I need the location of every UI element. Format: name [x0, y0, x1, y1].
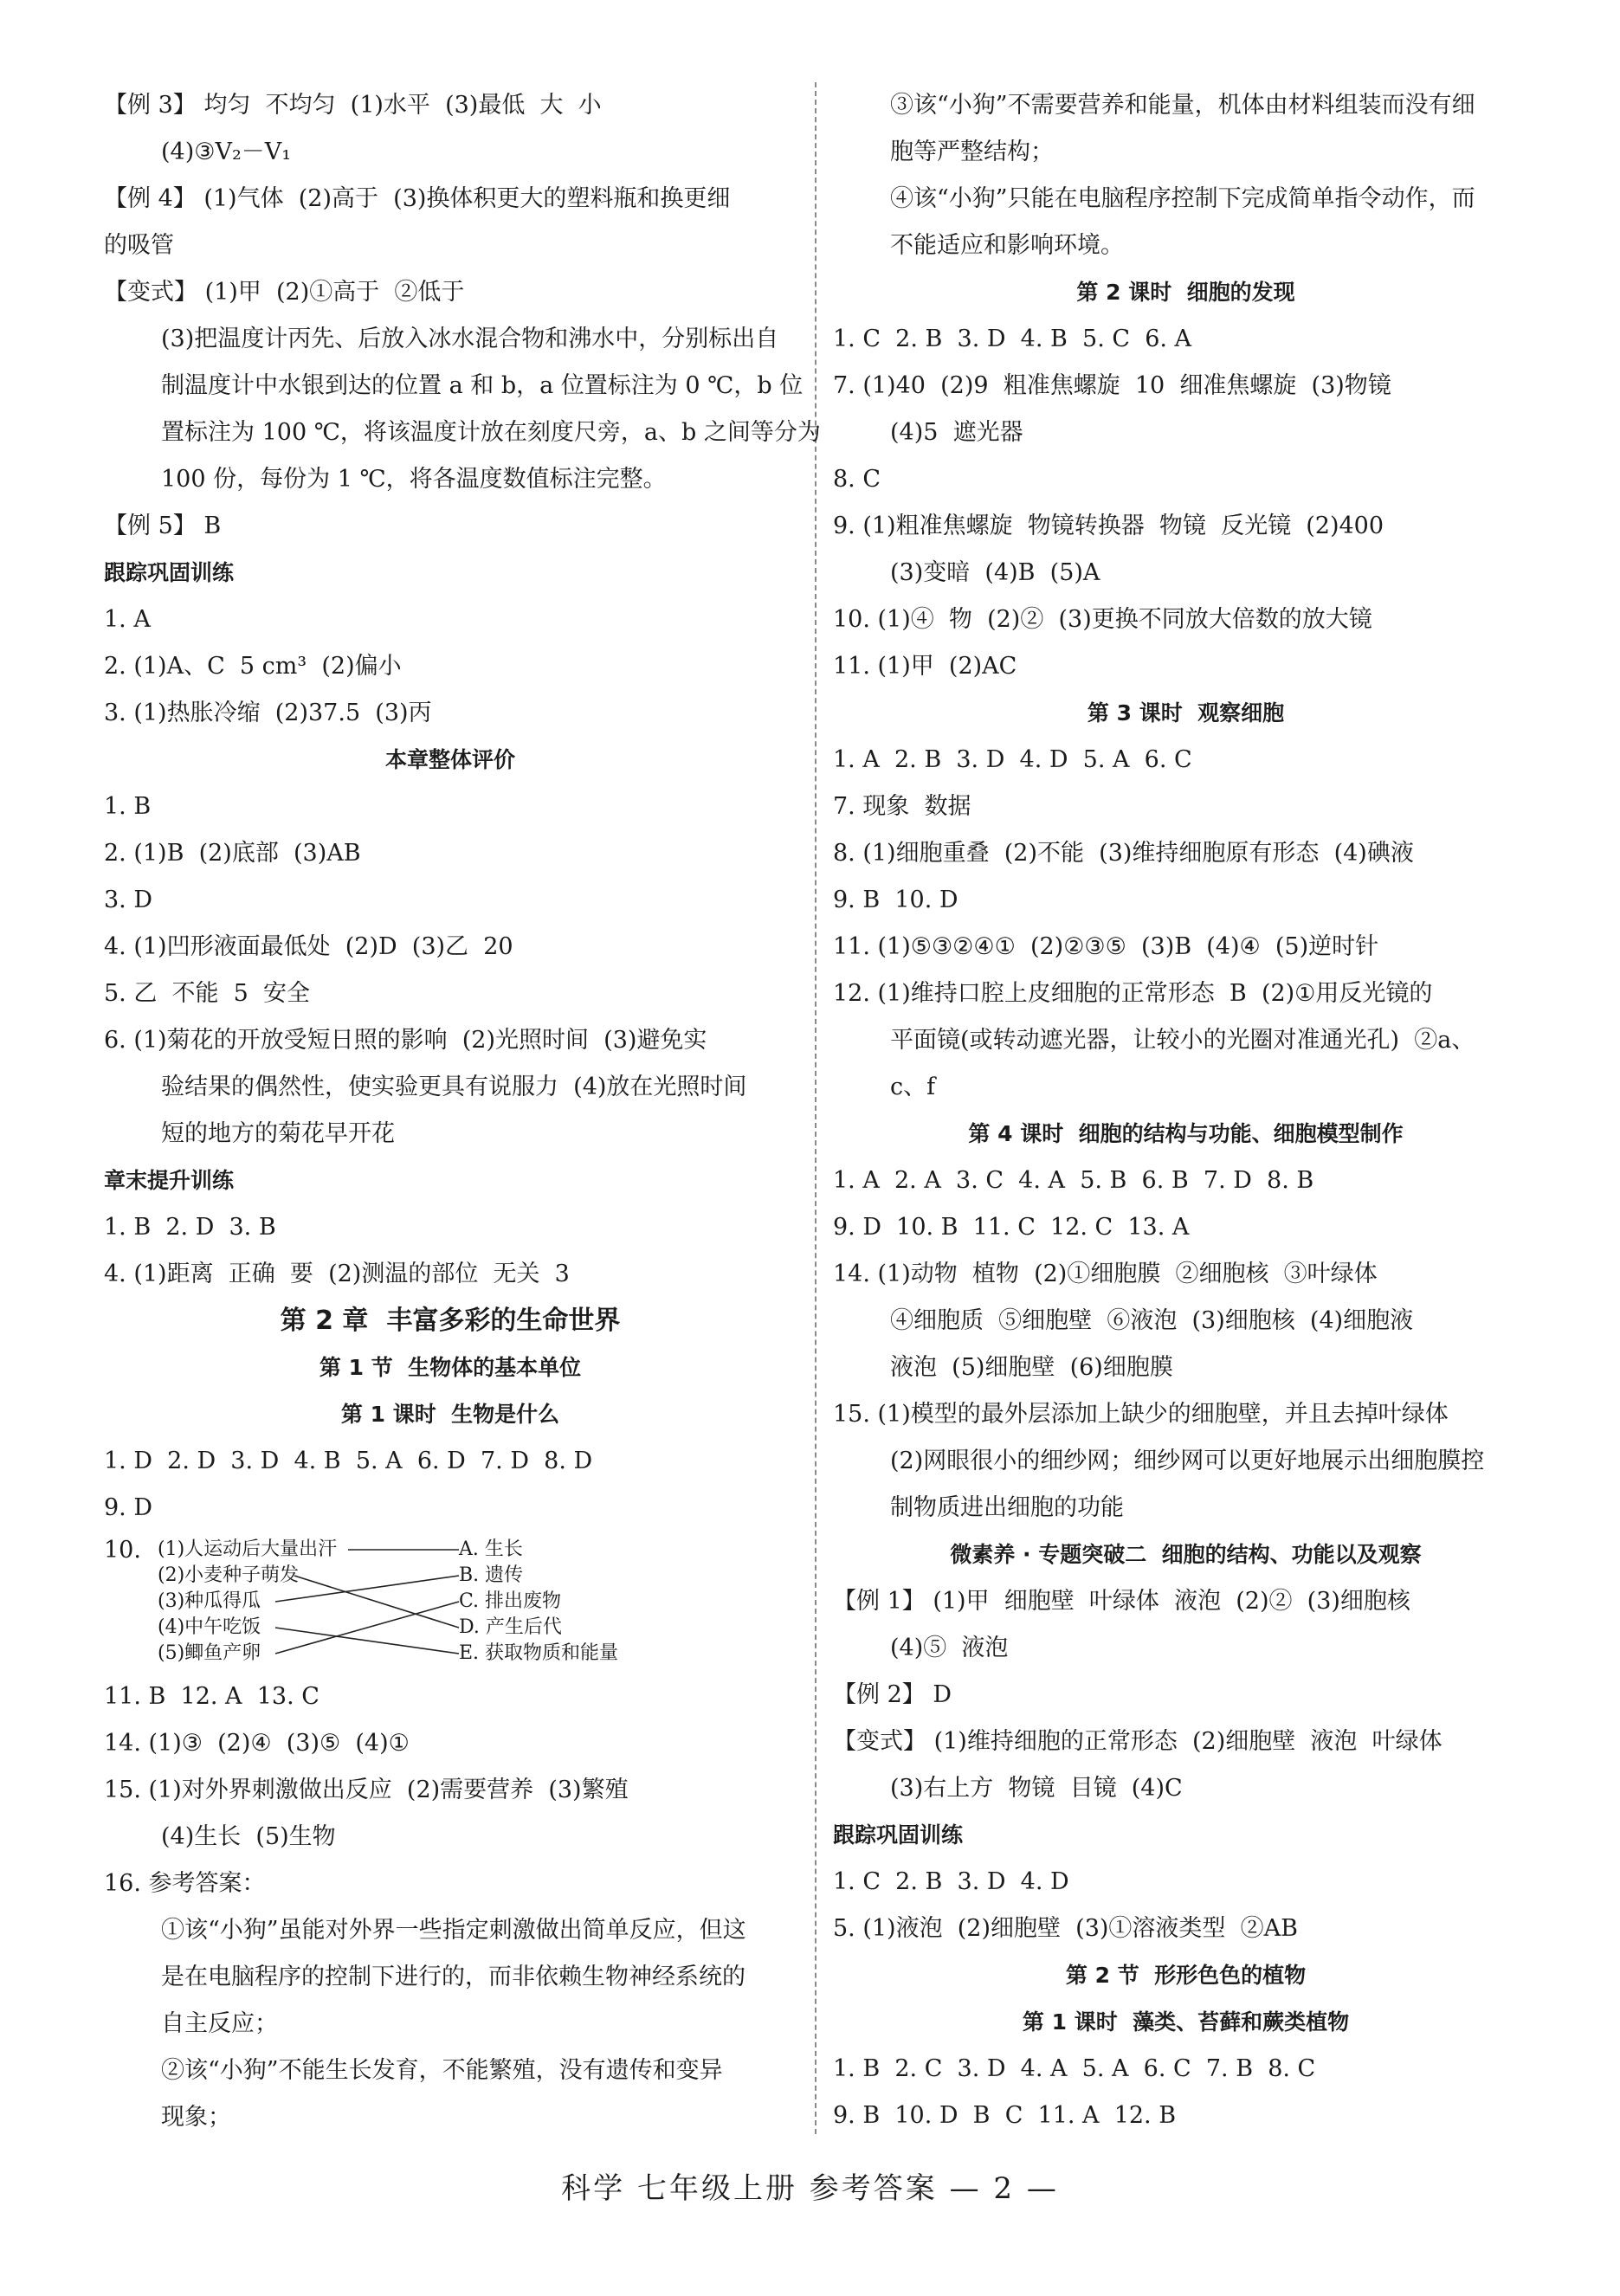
answer-line: 1. B 2. D 3. B — [104, 1214, 276, 1241]
answer-line: 9. B 10. D — [833, 887, 958, 913]
answer-line: 9. D 10. B 11. C 12. C 13. A — [833, 1214, 1190, 1241]
answer-line: 短的地方的菊花早开花 — [161, 1120, 395, 1147]
answer-line: 胞等严整结构； — [890, 139, 1054, 165]
match-line-2 — [294, 1576, 459, 1628]
answer-line: 9. D — [104, 1494, 152, 1521]
section-heading: 第 1 节 生物体的基本单位 — [319, 1355, 582, 1380]
answer-line: 100 份，每份为 1 ℃，将各温度数值标注完整。 — [161, 466, 667, 493]
answer-line: 12. (1)维持口腔上皮细胞的正常形态 B (2)①用反光镜的 — [833, 980, 1433, 1007]
answer-line: 3. (1)热胀冷缩 (2)37.5 (3)丙 — [104, 700, 432, 726]
answer-line: 平面镜(或转动遮光器，让较小的光圈对准通光孔) ②a、 — [890, 1027, 1475, 1054]
answer-line: (3)变暗 (4)B (5)A — [890, 559, 1100, 586]
answer-line: ④细胞质 ⑤细胞壁 ⑥液泡 (3)细胞核 (4)细胞液 — [890, 1307, 1414, 1334]
answer-line: 8. (1)细胞重叠 (2)不能 (3)维持细胞原有形态 (4)碘液 — [833, 840, 1414, 867]
section-heading: 第 1 课时 藻类、苔藓和蕨类植物 — [1022, 2009, 1350, 2035]
answer-line: 现象； — [161, 2104, 231, 2131]
answer-line: 11. (1)⑤③②④① (2)②③⑤ (3)B (4)④ (5)逆时针 — [833, 933, 1379, 960]
matching-left-item: (1)人运动后大量出汗 — [158, 1538, 338, 1560]
answer-line: 【例 1】 (1)甲 细胞壁 叶绿体 液泡 (2)② (3)细胞核 — [833, 1588, 1410, 1615]
answer-line: 【例 2】 D — [833, 1681, 952, 1708]
answer-line: 15. (1)对外界刺激做出反应 (2)需要营养 (3)繁殖 — [104, 1777, 629, 1803]
answer-line: 5. (1)液泡 (2)细胞壁 (3)①溶液类型 ②AB — [833, 1915, 1298, 1942]
answer-line: 11. B 12. A 13. C — [104, 1683, 319, 1710]
answer-line: 制温度计中水银到达的位置 a 和 b，a 位置标注为 0 ℃，b 位 — [161, 372, 804, 399]
matching-left-item: (4)中午吃饭 — [158, 1616, 261, 1638]
left-column — [104, 82, 821, 2141]
answer-line: 9. (1)粗准焦螺旋 物镜转换器 物镜 反光镜 (2)400 — [833, 513, 1384, 539]
match-line-3 — [275, 1576, 459, 1602]
answer-line: 2. (1)A、C 5 cm³ (2)偏小 — [104, 653, 402, 680]
answer-line: 是在电脑程序的控制下进行的，而非依赖生物神经系统的 — [161, 1964, 745, 1990]
answer-line: 4. (1)凹形液面最低处 (2)D (3)乙 20 — [104, 933, 513, 960]
match-line-5 — [275, 1602, 459, 1654]
answer-line: (4)③V₂－V₁ — [161, 139, 292, 165]
answer-line: 14. (1)③ (2)④ (3)⑤ (4)① — [104, 1730, 410, 1757]
match-line-4 — [275, 1628, 459, 1654]
subsection-heading: 章末提升训练 — [104, 1168, 235, 1193]
matching-left-item: (3)种瓜得瓜 — [158, 1590, 261, 1612]
matching-right-item: D. 产生后代 — [459, 1616, 562, 1638]
answer-line: 4. (1)距离 正确 要 (2)测温的部位 无关 3 — [104, 1261, 570, 1287]
answer-line: 【变式】 (1)甲 (2)①高于 ②低于 — [104, 279, 465, 306]
answer-line: 3. D — [104, 887, 152, 913]
matching-right-item: C. 排出废物 — [459, 1590, 562, 1612]
answer-line: 1. A — [104, 606, 151, 633]
section-heading: 第 4 课时 细胞的结构与功能、细胞模型制作 — [968, 1121, 1404, 1146]
right-column — [833, 82, 1539, 2139]
answer-line: 的吸管 — [104, 232, 174, 259]
answer-line: 自主反应； — [161, 2010, 278, 2037]
answer-line: 【例 5】 B — [104, 513, 222, 539]
matching-right-item: E. 获取物质和能量 — [459, 1642, 619, 1664]
answer-line: 【例 4】 (1)气体 (2)高于 (3)换体积更大的塑料瓶和换更细 — [104, 185, 731, 212]
section-heading: 第 2 章 丰富多彩的生命世界 — [280, 1306, 621, 1336]
answer-line: 7. (1)40 (2)9 粗准焦螺旋 10 细准焦螺旋 (3)物镜 — [833, 372, 1391, 399]
answer-line: 1. A 2. A 3. C 4. A 5. B 6. B 7. D 8. B — [833, 1167, 1314, 1194]
answer-line: 置标注为 100 ℃，将该温度计放在刻度尺旁，a、b 之间等分为 — [161, 419, 821, 446]
answer-line: 制物质进出细胞的功能 — [890, 1494, 1124, 1521]
answer-line: (4)⑤ 液泡 — [890, 1635, 1009, 1661]
matching-left-item: (5)鲫鱼产卵 — [158, 1642, 261, 1664]
answer-line: (3)右上方 物镜 目镜 (4)C — [890, 1775, 1183, 1802]
answer-line: (4)5 遮光器 — [890, 419, 1023, 446]
matching-right-item: A. 生长 — [459, 1538, 523, 1560]
answer-line: 1. D 2. D 3. D 4. B 5. A 6. D 7. D 8. D — [104, 1448, 593, 1474]
answer-line: 7. 现象 数据 — [833, 793, 971, 820]
section-heading: 本章整体评价 — [384, 747, 515, 772]
answer-line: 16. 参考答案： — [104, 1870, 266, 1897]
page-footer: 科学 七年级上册 参考答案 — 2 — — [561, 2171, 1059, 2206]
column-divider — [815, 82, 816, 2134]
answer-line: 10. (1)④ 物 (2)② (3)更换不同放大倍数的放大镜 — [833, 606, 1372, 633]
answer-line: 14. (1)动物 植物 (2)①细胞膜 ②细胞核 ③叶绿体 — [833, 1261, 1378, 1287]
subsection-heading: 跟踪巩固训练 — [833, 1822, 964, 1848]
answer-line: ③该“小狗”不需要营养和能量，机体由材料组装而没有细 — [890, 92, 1475, 119]
section-heading: 第 2 节 形形色色的植物 — [1065, 1963, 1307, 1988]
matching-question-10 — [104, 1537, 797, 1667]
answer-line: 11. (1)甲 (2)AC — [833, 653, 1017, 680]
answer-line: c、f — [890, 1074, 936, 1100]
section-heading: 第 1 课时 生物是什么 — [340, 1402, 560, 1427]
answer-line: (2)网眼很小的细纱网；细纱网可以更好地展示出细胞膜控 — [890, 1448, 1485, 1474]
question-number: 10. — [104, 1537, 141, 1564]
answer-line: ①该“小狗”虽能对外界一些指定刺激做出简单反应，但这 — [161, 1917, 746, 1944]
answer-line: 1. C 2. B 3. D 4. D — [833, 1868, 1069, 1895]
answer-line: 8. C — [833, 466, 881, 493]
answer-line: ②该“小狗”不能生长发育，不能繁殖，没有遗传和变异 — [161, 2057, 723, 2084]
answer-line: ④该“小狗”只能在电脑程序控制下完成简单指令动作，而 — [890, 185, 1475, 212]
answer-line: 1. C 2. B 3. D 4. B 5. C 6. A — [833, 326, 1192, 352]
answer-line: (3)把温度计丙先、后放入冰水混合物和沸水中，分别标出自 — [161, 326, 779, 352]
answer-line: 15. (1)模型的最外层添加上缺少的细胞壁，并且去掉叶绿体 — [833, 1401, 1449, 1428]
matching-left-item: (2)小麦种子萌发 — [158, 1564, 300, 1586]
subsection-heading: 跟踪巩固训练 — [104, 560, 235, 585]
answer-line: 6. (1)菊花的开放受短日照的影响 (2)光照时间 (3)避免实 — [104, 1027, 707, 1054]
section-heading: 第 3 课时 观察细胞 — [1087, 700, 1285, 726]
answer-line: 1. A 2. B 3. D 4. D 5. A 6. C — [833, 746, 1192, 773]
answer-line: 液泡 (5)细胞壁 (6)细胞膜 — [890, 1354, 1173, 1381]
answer-line: 5. 乙 不能 5 安全 — [104, 980, 311, 1007]
answer-line: 2. (1)B (2)底部 (3)AB — [104, 840, 361, 867]
section-heading: 微素养 · 专题突破二 细胞的结构、功能以及观察 — [950, 1542, 1422, 1567]
answer-line: 不能适应和影响环境。 — [890, 232, 1124, 259]
answer-line: 【例 3】 均匀 不均匀 (1)水平 (3)最低 大 小 — [104, 92, 602, 119]
matching-right-item: B. 遗传 — [459, 1564, 524, 1586]
answer-line: 【变式】 (1)维持细胞的正常形态 (2)细胞壁 液泡 叶绿体 — [833, 1728, 1443, 1755]
section-heading: 第 2 课时 细胞的发现 — [1076, 280, 1295, 305]
answer-line: 1. B 2. C 3. D 4. A 5. A 6. C 7. B 8. C — [833, 2055, 1316, 2082]
answer-line: 验结果的偶然性，使实验更具有说服力 (4)放在光照时间 — [161, 1074, 747, 1100]
answer-line: 9. B 10. D B C 11. A 12. B — [833, 2102, 1177, 2129]
answer-line: 1. B — [104, 793, 152, 820]
answer-line: (4)生长 (5)生物 — [161, 1823, 336, 1850]
